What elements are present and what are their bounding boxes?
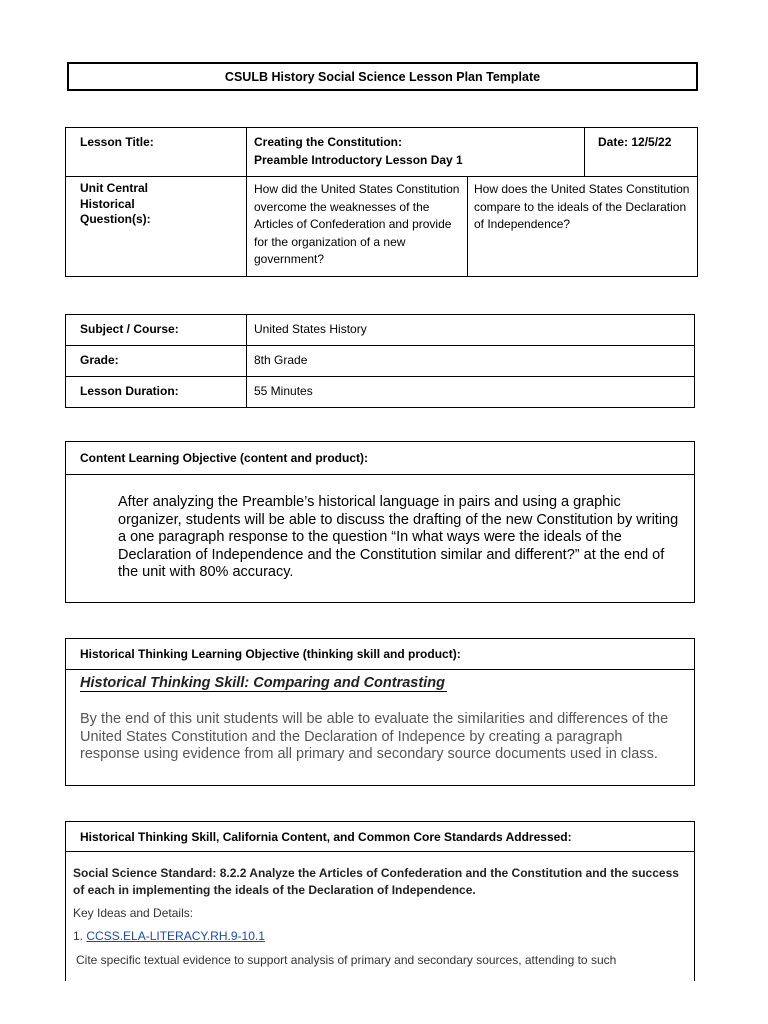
- thinking-skill-title: Historical Thinking Skill: Comparing and Contrasting: [80, 675, 445, 691]
- subject-value: United States History: [254, 322, 367, 336]
- ccss-link[interactable]: CCSS.ELA-LITERACY.RH.9-10.1: [86, 929, 265, 943]
- lesson-date: Date: 12/5/22: [598, 135, 672, 149]
- question-1: How did the United States Constitution overcome the weaknesses of the Articles of Confederation and provide for the organization of a new government?: [254, 182, 460, 266]
- course-table: [65, 314, 695, 408]
- thinking-objective-section: [65, 638, 695, 786]
- grade-label: Grade:: [80, 353, 119, 367]
- lesson-title-line1: Creating the Constitution:: [254, 135, 402, 149]
- content-objective-section: [65, 441, 695, 603]
- standard-item-number: 1.: [73, 929, 84, 943]
- key-ideas-label: Key Ideas and Details:: [73, 906, 194, 920]
- standards-heading: Historical Thinking Skill, California Content, and Common Core Standards Addressed:: [66, 822, 694, 852]
- question-label: Unit Central Historical Question(s):: [80, 181, 151, 226]
- lesson-title-label: Lesson Title:: [80, 135, 154, 149]
- lesson-table: [65, 127, 698, 277]
- duration-value: 55 Minutes: [254, 384, 313, 398]
- content-objective-text: After analyzing the Preamble’s historical language in pairs and using a graphic organizer, students will be able to discuss the drafting of the new Constitution by writing a one paragraph response to the question “In what ways were the ideals of the Declaration of Independence and the Constitution similar and different?” at the end of the unit with 80% accuracy.: [118, 494, 679, 580]
- duration-label: Lesson Duration:: [80, 384, 179, 398]
- cite-text: Cite specific textual evidence to support analysis of primary and secondary sources, attending to such: [76, 953, 617, 967]
- grade-value: 8th Grade: [254, 353, 308, 367]
- standard-item: [73, 929, 265, 943]
- thinking-objective-text: By the end of this unit students will be able to evaluate the similarities and differences of the United States Constitution and the Declaration of Indepence by creating a paragraph response using evidence from all primary and secondary source documents used in class.: [80, 711, 669, 762]
- content-objective-heading: Content Learning Objective (content and product):: [66, 442, 694, 475]
- subject-label: Subject / Course:: [80, 322, 179, 336]
- thinking-objective-heading: Historical Thinking Learning Objective (thinking skill and product):: [66, 639, 694, 670]
- social-science-standard: Social Science Standard: 8.2.2 Analyze the Articles of Confederation and the Constitution and the success of each in implementing the ideals of the Declaration of Independence.: [73, 866, 679, 897]
- lesson-title-line2: Preamble Introductory Lesson Day 1: [254, 152, 463, 167]
- question-2: How does the United States Constitution compare to the ideals of the Declaration of Independence?: [474, 182, 690, 231]
- page-title: CSULB History Social Science Lesson Plan Template: [67, 62, 698, 91]
- standards-section: [65, 821, 695, 981]
- lesson-title-value: [254, 134, 574, 169]
